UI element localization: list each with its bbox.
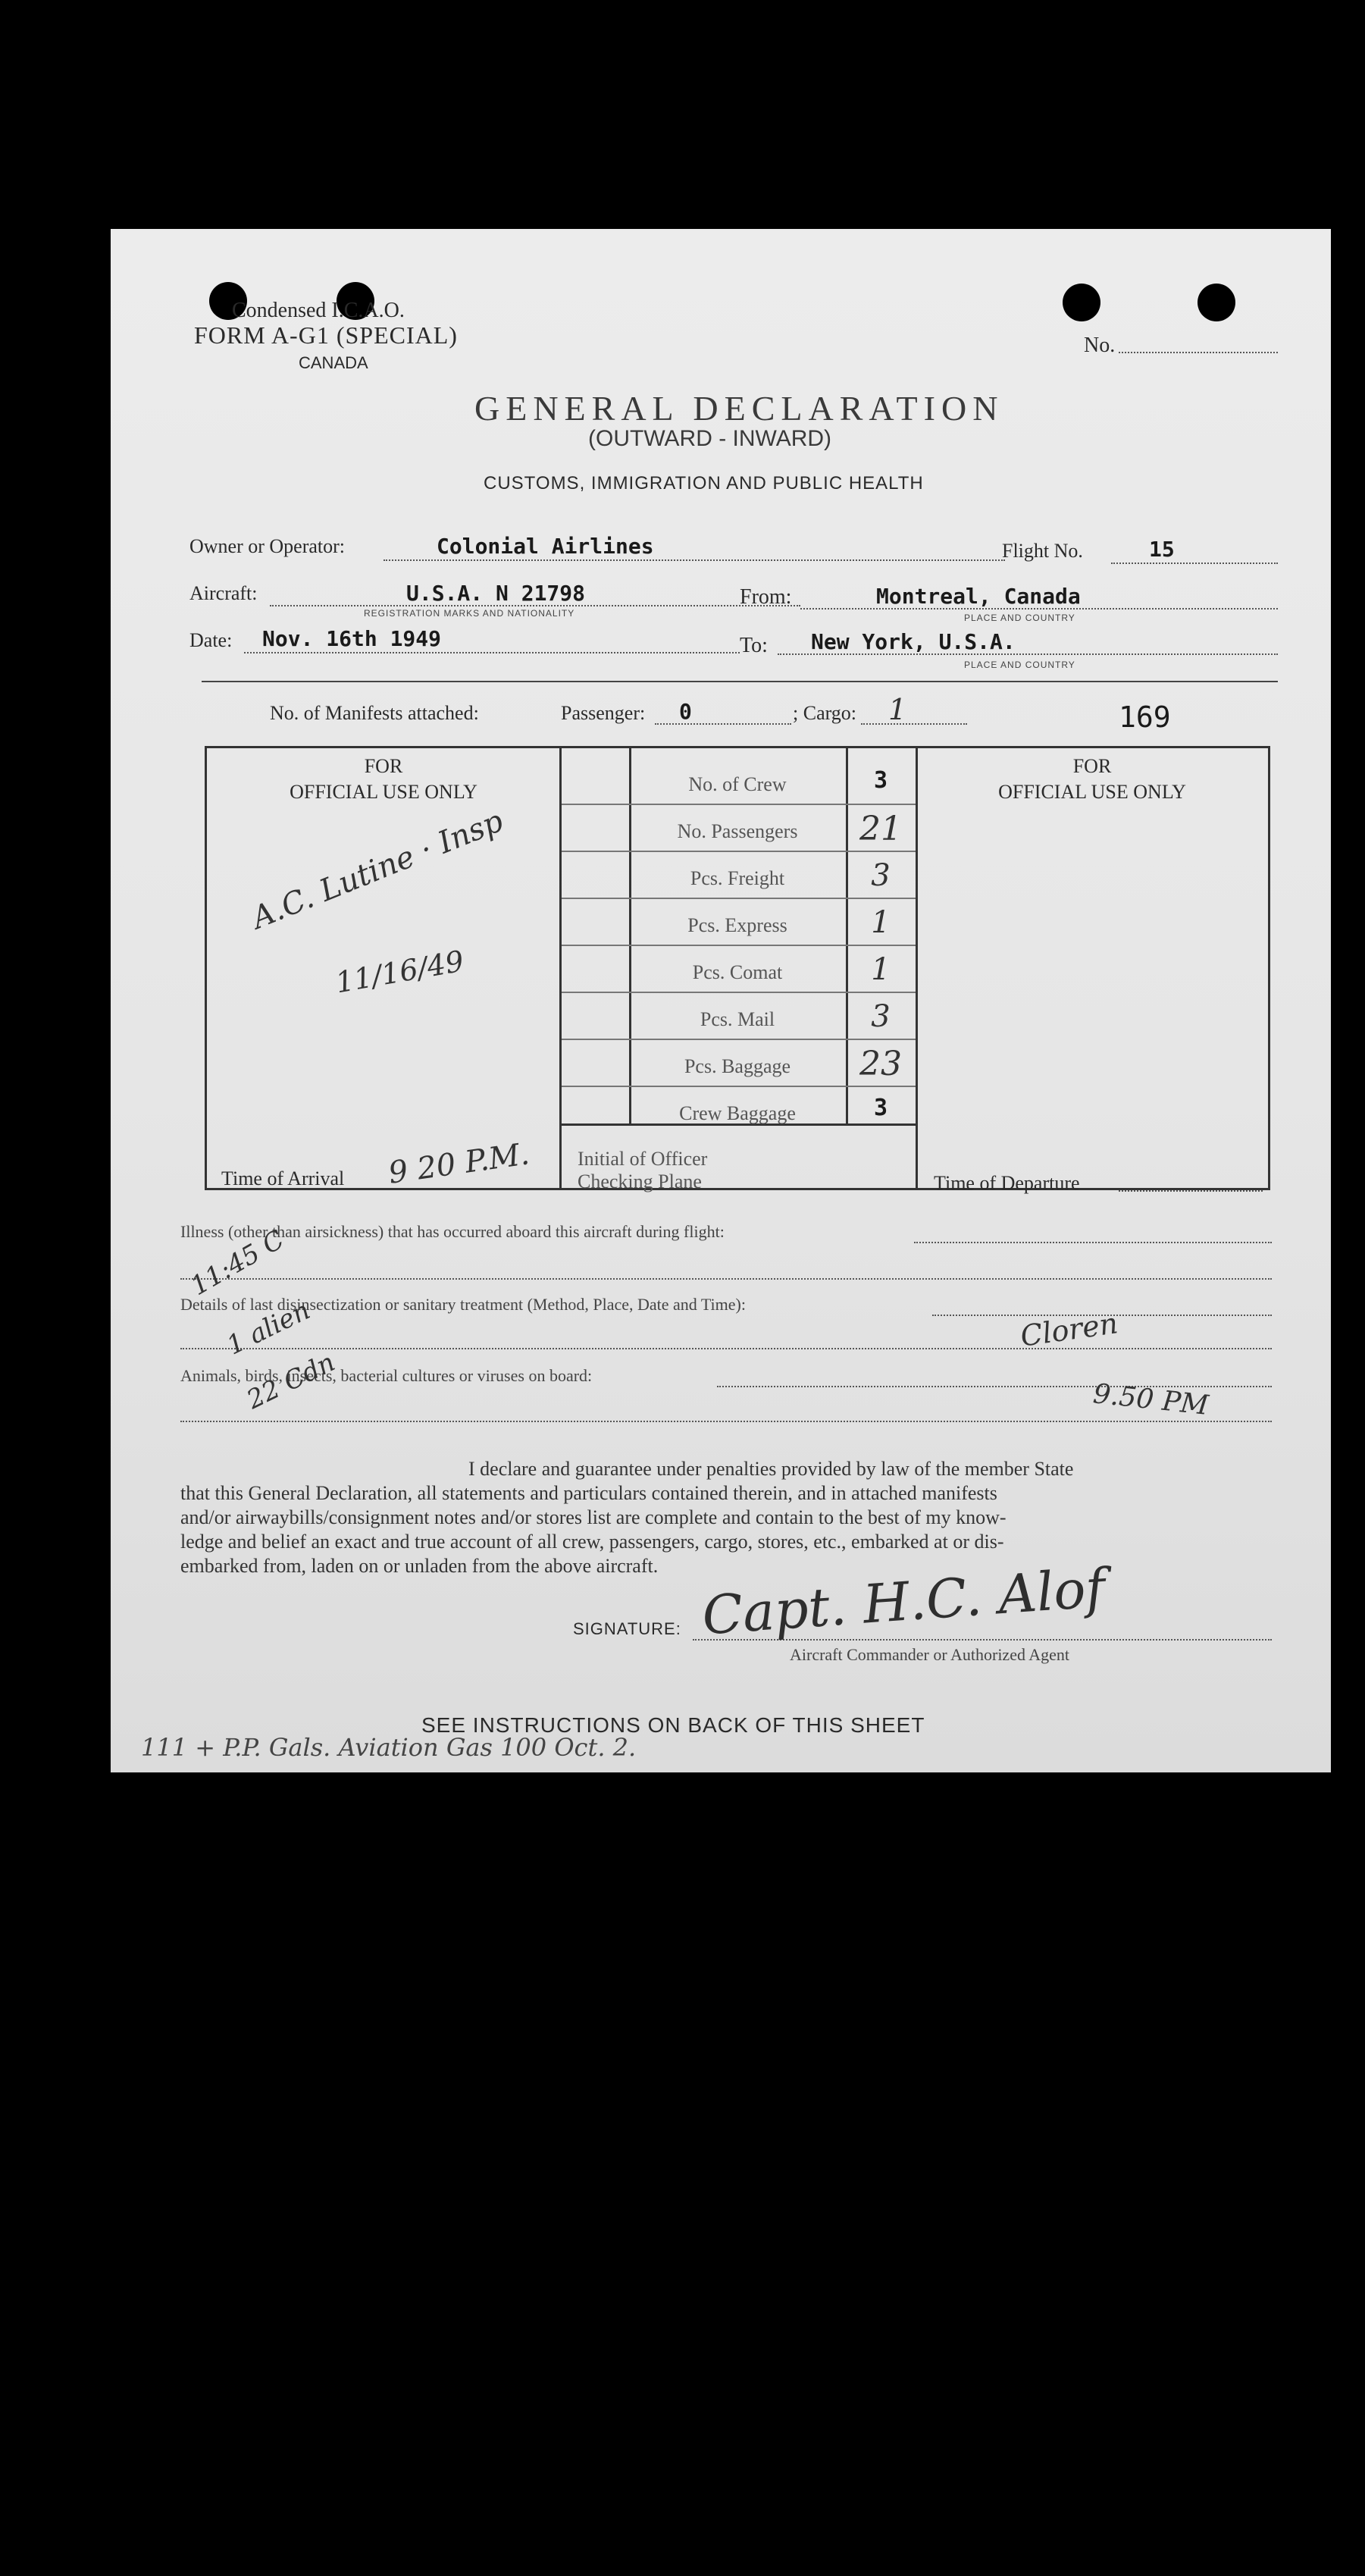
- owner-line: [384, 559, 1005, 561]
- right-official-for: FOR: [1072, 755, 1112, 777]
- passenger-line: [655, 723, 791, 725]
- hand-right-name: Cloren: [1018, 1306, 1120, 1353]
- cargo-value: 1: [888, 693, 907, 726]
- departure-line: [1119, 1190, 1263, 1192]
- hand-note-cdn: 22 Cdn: [242, 1346, 340, 1416]
- right-official-only: OFFICIAL USE ONLY: [998, 781, 1186, 803]
- from-label: From:: [740, 585, 792, 609]
- row-express-value: 1: [871, 905, 891, 940]
- row-separator: [562, 898, 916, 899]
- signature-caption: Aircraft Commander or Authorized Agent: [790, 1645, 1070, 1664]
- row-comat-label: Pcs. Comat: [692, 961, 783, 983]
- departure-label: Time of Departure: [934, 1172, 1080, 1194]
- table-divider: [629, 746, 631, 1125]
- flight-value: 15: [1149, 537, 1175, 562]
- row-baggage-label: Pcs. Baggage: [684, 1055, 791, 1077]
- passenger-value: 0: [679, 699, 692, 724]
- cargo-label: ; Cargo:: [793, 702, 857, 724]
- left-official-header: [209, 754, 558, 805]
- hand-note-time: 11:45 C: [186, 1224, 290, 1302]
- row-crew-baggage-label: Crew Baggage: [679, 1102, 796, 1124]
- disinsect-line-2: [180, 1348, 1272, 1349]
- illness-line-1: [914, 1242, 1272, 1243]
- owner-value: Colonial Airlines: [437, 534, 654, 559]
- hand-bottom-note: 111 + P.P. Gals. Aviation Gas 100 Oct. 2.: [141, 1733, 637, 1762]
- form-country: CANADA: [299, 353, 368, 372]
- animals-line-2: [180, 1421, 1272, 1422]
- manifests-label: No. of Manifests attached:: [270, 702, 479, 724]
- row-separator: [562, 992, 916, 993]
- inspector-date: 11/16/49: [333, 944, 467, 1000]
- passenger-label: Passenger:: [561, 702, 646, 724]
- row-crew-value: 3: [873, 767, 888, 794]
- signature-hand: Capt. H.C. Alof: [700, 1556, 1107, 1647]
- aircraft-caption: REGISTRATION MARKS AND NATIONALITY: [364, 608, 575, 619]
- hand-right-time: 9.50 PM: [1091, 1378, 1210, 1421]
- row-baggage-value: 23: [859, 1045, 902, 1083]
- inspector-name: A.C. Lutine · Insp: [247, 803, 509, 936]
- to-line: [778, 653, 1278, 655]
- illness-label: Illness (other than airsickness) that has occurred aboard this aircraft during flight:: [180, 1222, 725, 1241]
- to-value: New York, U.S.A.: [811, 629, 1016, 654]
- statement-line-1: I declare and guarantee under penalties provided by law of the member State: [468, 1458, 1074, 1480]
- row-separator: [562, 945, 916, 946]
- row-separator: [562, 804, 916, 805]
- signature-label: SIGNATURE:: [573, 1619, 681, 1638]
- section-divider: [202, 681, 1278, 682]
- row-passengers-label: No. Passengers: [677, 820, 798, 842]
- statement-line-5: embarked from, laden on or unladen from the above aircraft.: [180, 1555, 659, 1577]
- stamp-number: 169: [1119, 700, 1171, 734]
- flight-label: Flight No.: [1002, 540, 1083, 562]
- row-mail-value: 3: [871, 999, 891, 1034]
- arrival-label: Time of Arrival: [221, 1167, 345, 1189]
- row-separator: [562, 1039, 916, 1040]
- punch-hole: [1198, 284, 1235, 321]
- arrival-value: 9 20 P.M.: [386, 1136, 532, 1191]
- left-official-for: FOR: [364, 755, 403, 777]
- page-subtitle: (OUTWARD - INWARD): [588, 426, 832, 451]
- statement-line-2: that this General Declaration, all statements and particulars contained therein, and in attached manifests: [180, 1482, 997, 1504]
- guarantee-statement: [180, 1457, 1272, 1578]
- from-caption: PLACE AND COUNTRY: [964, 613, 1075, 623]
- declaration-sheet: [111, 229, 1331, 1772]
- form-origin: Condensed I.C.A.O.: [232, 299, 405, 322]
- from-line: [800, 608, 1278, 610]
- disinsect-label: Details of last disinsectization or sanitary treatment (Method, Place, Date and Time):: [180, 1295, 746, 1314]
- row-mail-label: Pcs. Mail: [700, 1008, 775, 1030]
- row-freight-value: 3: [871, 858, 891, 893]
- owner-label: Owner or Operator:: [189, 535, 346, 557]
- department-heading: CUSTOMS, IMMIGRATION AND PUBLIC HEALTH: [484, 473, 924, 494]
- row-crew-baggage-value: 3: [873, 1095, 888, 1121]
- to-label: To:: [740, 634, 768, 657]
- row-comat-value: 1: [871, 952, 891, 987]
- animals-line-1: [717, 1386, 1272, 1387]
- illness-line-2: [180, 1278, 1272, 1280]
- officer-label-line1: Initial of Officer: [578, 1148, 708, 1170]
- date-value: Nov. 16th 1949: [262, 626, 442, 651]
- table-divider: [846, 746, 848, 1125]
- row-separator: [562, 1086, 916, 1087]
- instructions-footer: SEE INSTRUCTIONS ON BACK OF THIS SHEET: [421, 1713, 925, 1737]
- from-value: Montreal, Canada: [876, 584, 1081, 609]
- form-number: FORM A-G1 (SPECIAL): [194, 321, 458, 349]
- statement-line-4: ledge and belief an exact and true account of all crew, passengers, cargo, stores, etc., embarked at or dis-: [180, 1531, 1004, 1553]
- hand-note-alien: 1 alien: [222, 1295, 315, 1362]
- flight-line: [1111, 563, 1278, 564]
- cargo-line: [861, 723, 967, 725]
- aircraft-label: Aircraft:: [189, 582, 258, 604]
- left-official-only: OFFICIAL USE ONLY: [290, 781, 477, 803]
- date-line: [244, 652, 740, 653]
- form-no-label: No.: [1084, 334, 1116, 357]
- aircraft-line: [270, 605, 800, 606]
- statement-line-3: and/or airwaybills/consignment notes and/or stores list are complete and contain to the best of my know-: [180, 1506, 1007, 1528]
- animals-label: Animals, birds, insects, bacterial cultures or viruses on board:: [180, 1366, 593, 1385]
- row-passengers-value: 21: [859, 810, 902, 848]
- row-separator: [562, 851, 916, 852]
- form-no-line: [1119, 352, 1278, 353]
- row-freight-label: Pcs. Freight: [690, 867, 785, 889]
- row-express-label: Pcs. Express: [687, 914, 787, 936]
- punch-hole: [1063, 284, 1100, 321]
- aircraft-value: U.S.A. N 21798: [406, 581, 586, 606]
- date-label: Date:: [189, 629, 233, 651]
- to-caption: PLACE AND COUNTRY: [964, 660, 1075, 670]
- officer-label-line2: Checking Plane: [578, 1170, 702, 1192]
- row-crew-label: No. of Crew: [688, 773, 787, 795]
- right-official-header: [919, 754, 1266, 805]
- officer-label: [578, 1148, 707, 1193]
- page-title: GENERAL DECLARATION: [474, 389, 1004, 428]
